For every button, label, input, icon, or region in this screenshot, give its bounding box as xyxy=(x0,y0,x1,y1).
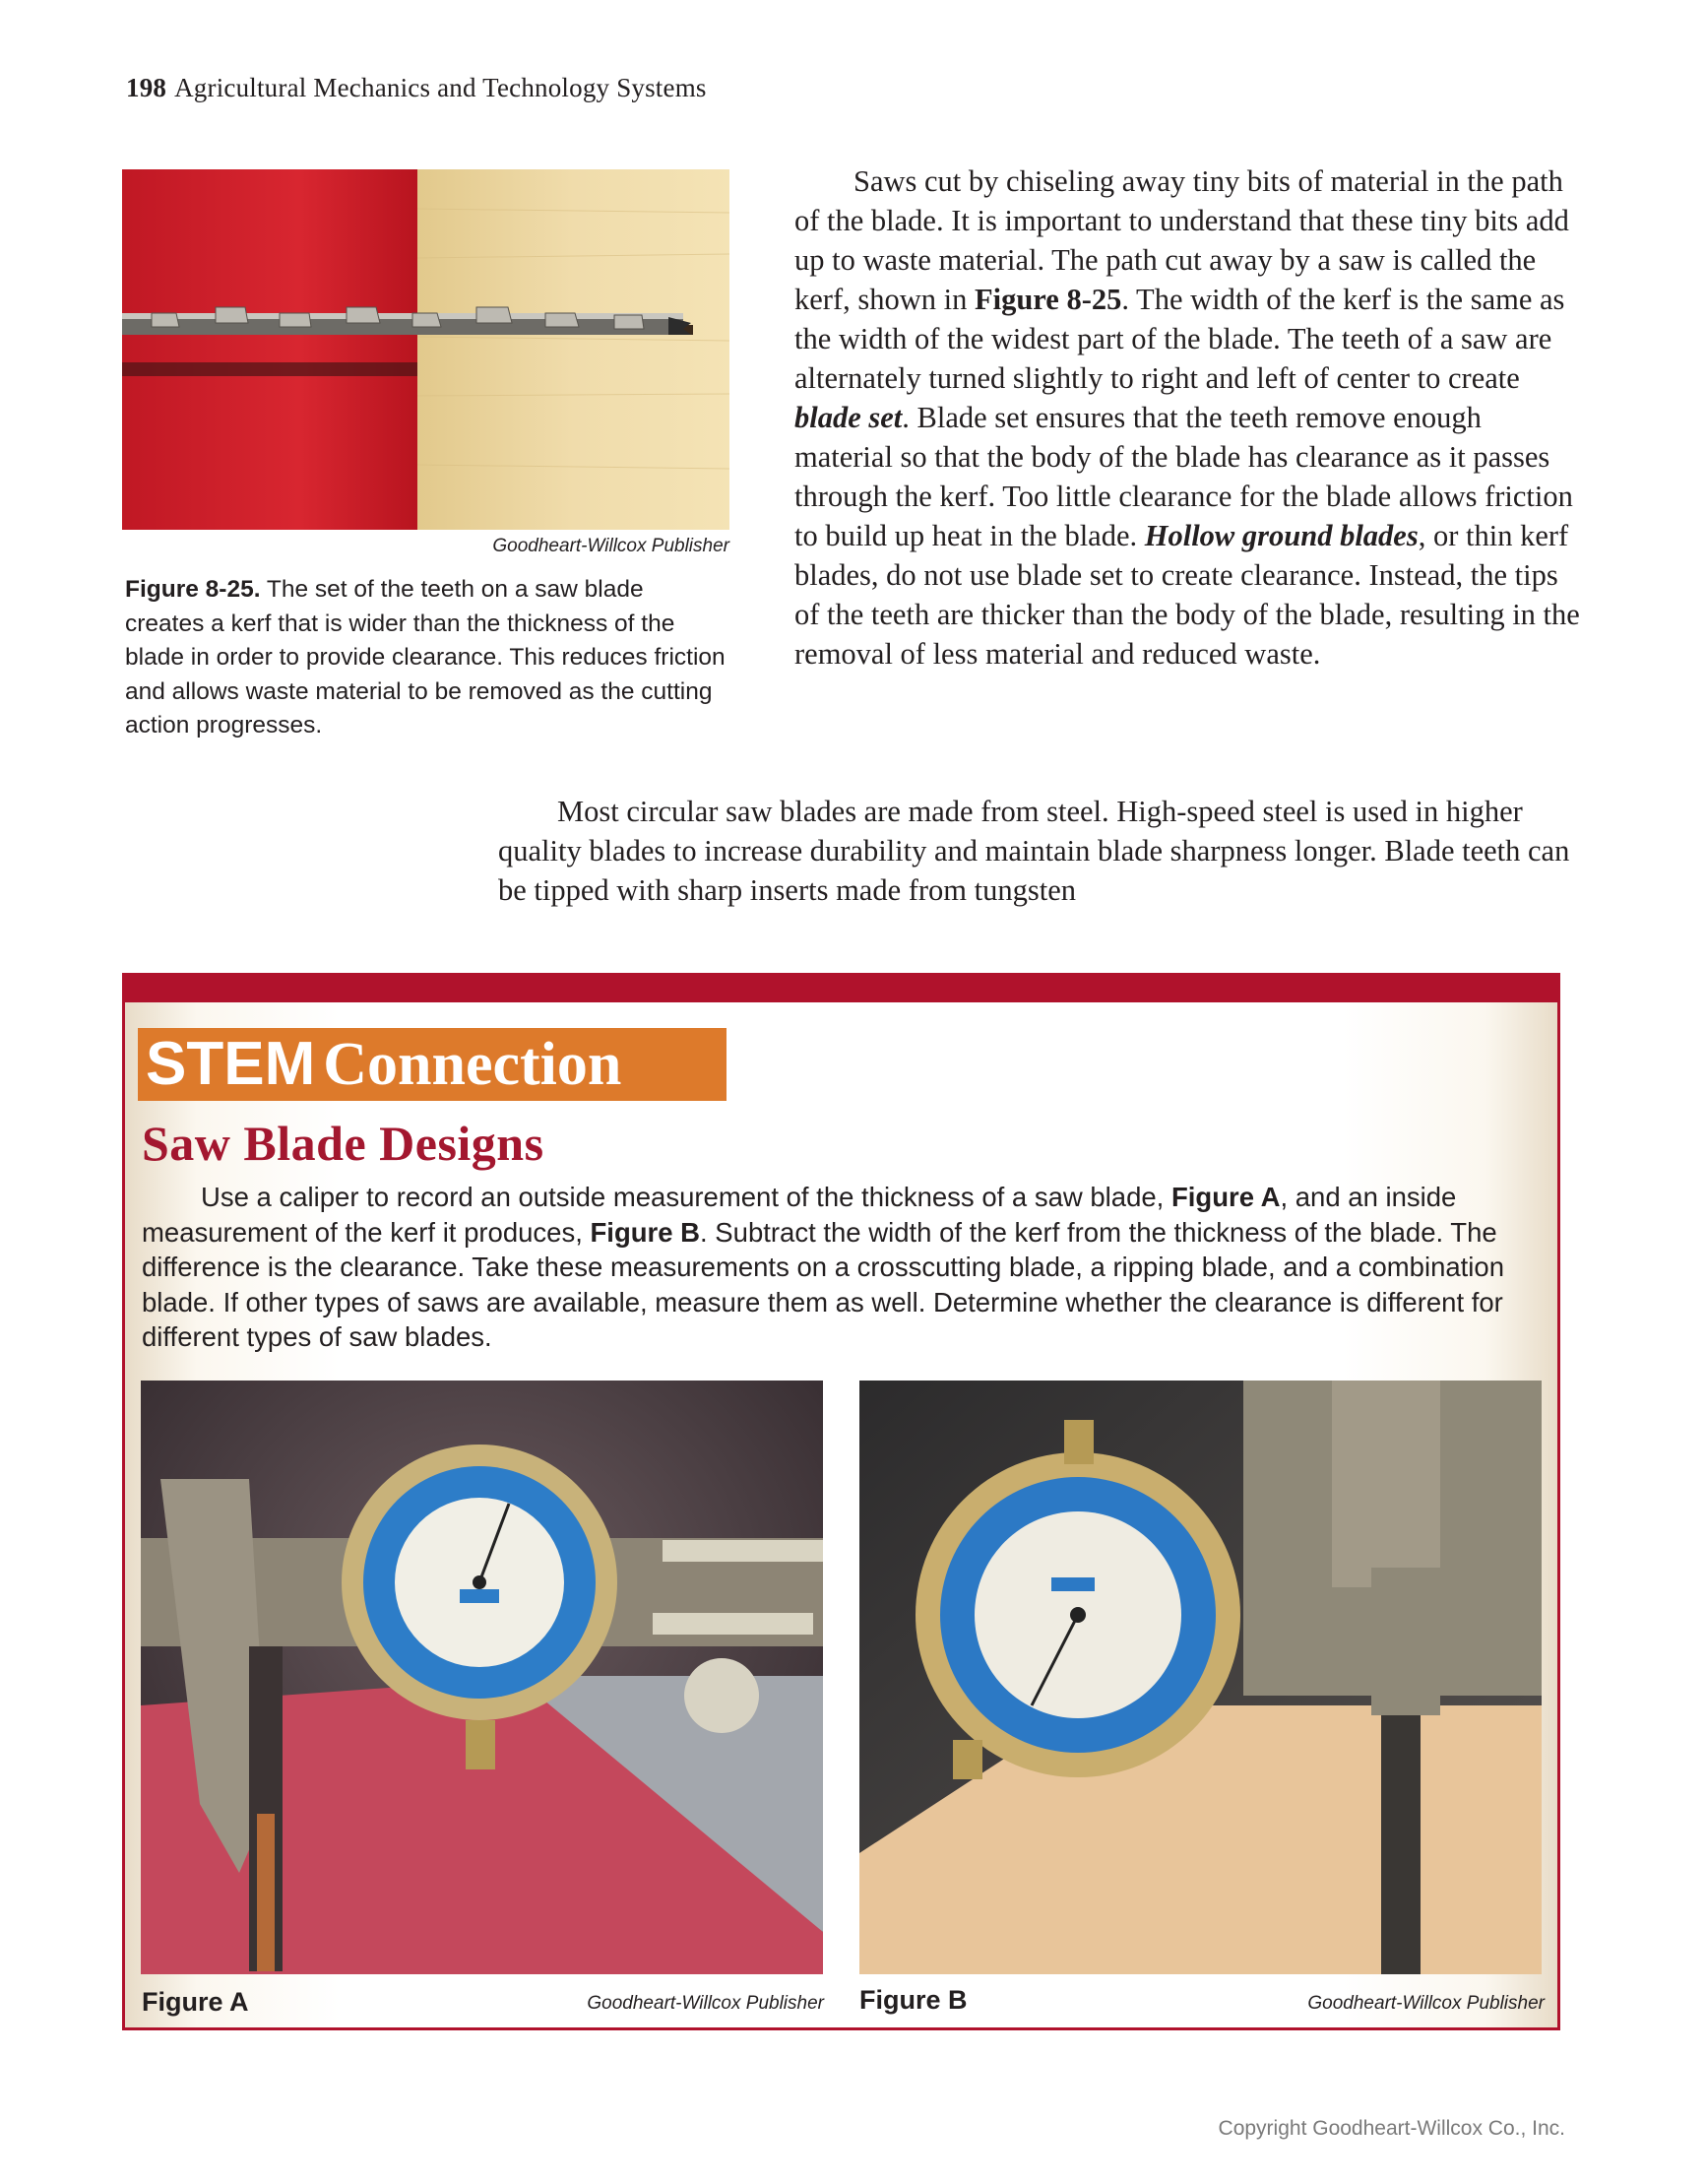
stem-text: , and an inside measurement of the kerf it produces, xyxy=(142,1182,1457,1248)
figure-8-25-photo xyxy=(122,169,729,530)
stem-tag-label: STEM xyxy=(146,1030,316,1098)
body-text: , or thin kerf blades, do not use blade set to create clearance. Instead, the tips of the teeth are thicker than the body of the blade, resulting in the removal of less material and reduced waste. xyxy=(794,519,1580,671)
figure-8-25-label: Figure 8-25. xyxy=(125,576,261,603)
figure-reference: Figure 8-25 xyxy=(974,283,1122,316)
running-header xyxy=(126,73,707,103)
term-hollow-ground-blades: Hollow ground blades xyxy=(1144,519,1419,552)
figure-a-label: Figure A xyxy=(142,1987,249,2017)
figure-b-photo xyxy=(859,1381,1542,1974)
figure-a-photo xyxy=(141,1381,823,1974)
figure-a-reference: Figure A xyxy=(1170,1182,1281,1212)
figure-8-25-caption xyxy=(125,573,726,743)
figure-8-25-caption-text: The set of the teeth on a saw blade creates a kerf that is wider than the thickness of the blade in order to provide clearance. This reduces friction and allows waste material to be removed as the cutting action progresses. xyxy=(125,576,726,739)
body-text: . The width of the kerf is the same as the width of the widest part of the blade. The teeth of a saw are alternately turned slightly to right and left of center to create xyxy=(794,283,1565,395)
stem-instructions xyxy=(142,1180,1540,1355)
figure-b-reference: Figure B xyxy=(590,1216,701,1248)
body-text: Most circular saw blades are made from steel. High-speed steel is used in higher quality blades to increase durability and maintain blade sharpness longer. Blade teeth can be tipped with sharp inserts made from tungsten xyxy=(498,795,1570,907)
figure-8-25-credit: Goodheart-Willcox Publisher xyxy=(492,536,729,556)
book-title: Agricultural Mechanics and Technology Systems xyxy=(174,73,707,102)
page-number: 198 xyxy=(126,73,167,102)
stem-text: Use a caliper to record an outside measurement of the thickness of a saw blade, xyxy=(201,1182,1171,1212)
stem-connection-tag xyxy=(138,1028,727,1101)
figure-b-credit: Goodheart-Willcox Publisher xyxy=(1307,1993,1545,2014)
body-text: Saws cut by chiseling away tiny bits of material in the path of the blade. It is important to understand that these tiny bits add up to waste material. The path cut away by a saw is called the kerf, shown in xyxy=(794,164,1569,316)
term-blade-set: blade set xyxy=(794,401,903,434)
stem-heading: Saw Blade Designs xyxy=(142,1116,544,1171)
figure-a-credit: Goodheart-Willcox Publisher xyxy=(587,1993,824,2014)
figure-b-label: Figure B xyxy=(859,1985,968,2015)
copyright-notice: Copyright Goodheart-Willcox Co., Inc. xyxy=(1218,2117,1565,2140)
body-paragraph-2 xyxy=(498,792,1581,910)
body-text: . Blade set ensures that the teeth remove enough material so that the body of the blade has clearance as it passes through the kerf. Too little clearance for the blade allows friction to build up heat in the blade. xyxy=(794,401,1573,552)
connection-tag-label: Connection xyxy=(323,1031,622,1098)
stem-text: . Subtract the width of the kerf from the thickness of the blade. The difference is the clearance. Take these measurements on a crosscutting blade, a ripping blade, and a combination blade. If other types of saws are available, measure them as well. Determine whether the clearance is different for different types of saw blades. xyxy=(142,1216,1504,1352)
body-paragraph-1 xyxy=(794,161,1582,674)
